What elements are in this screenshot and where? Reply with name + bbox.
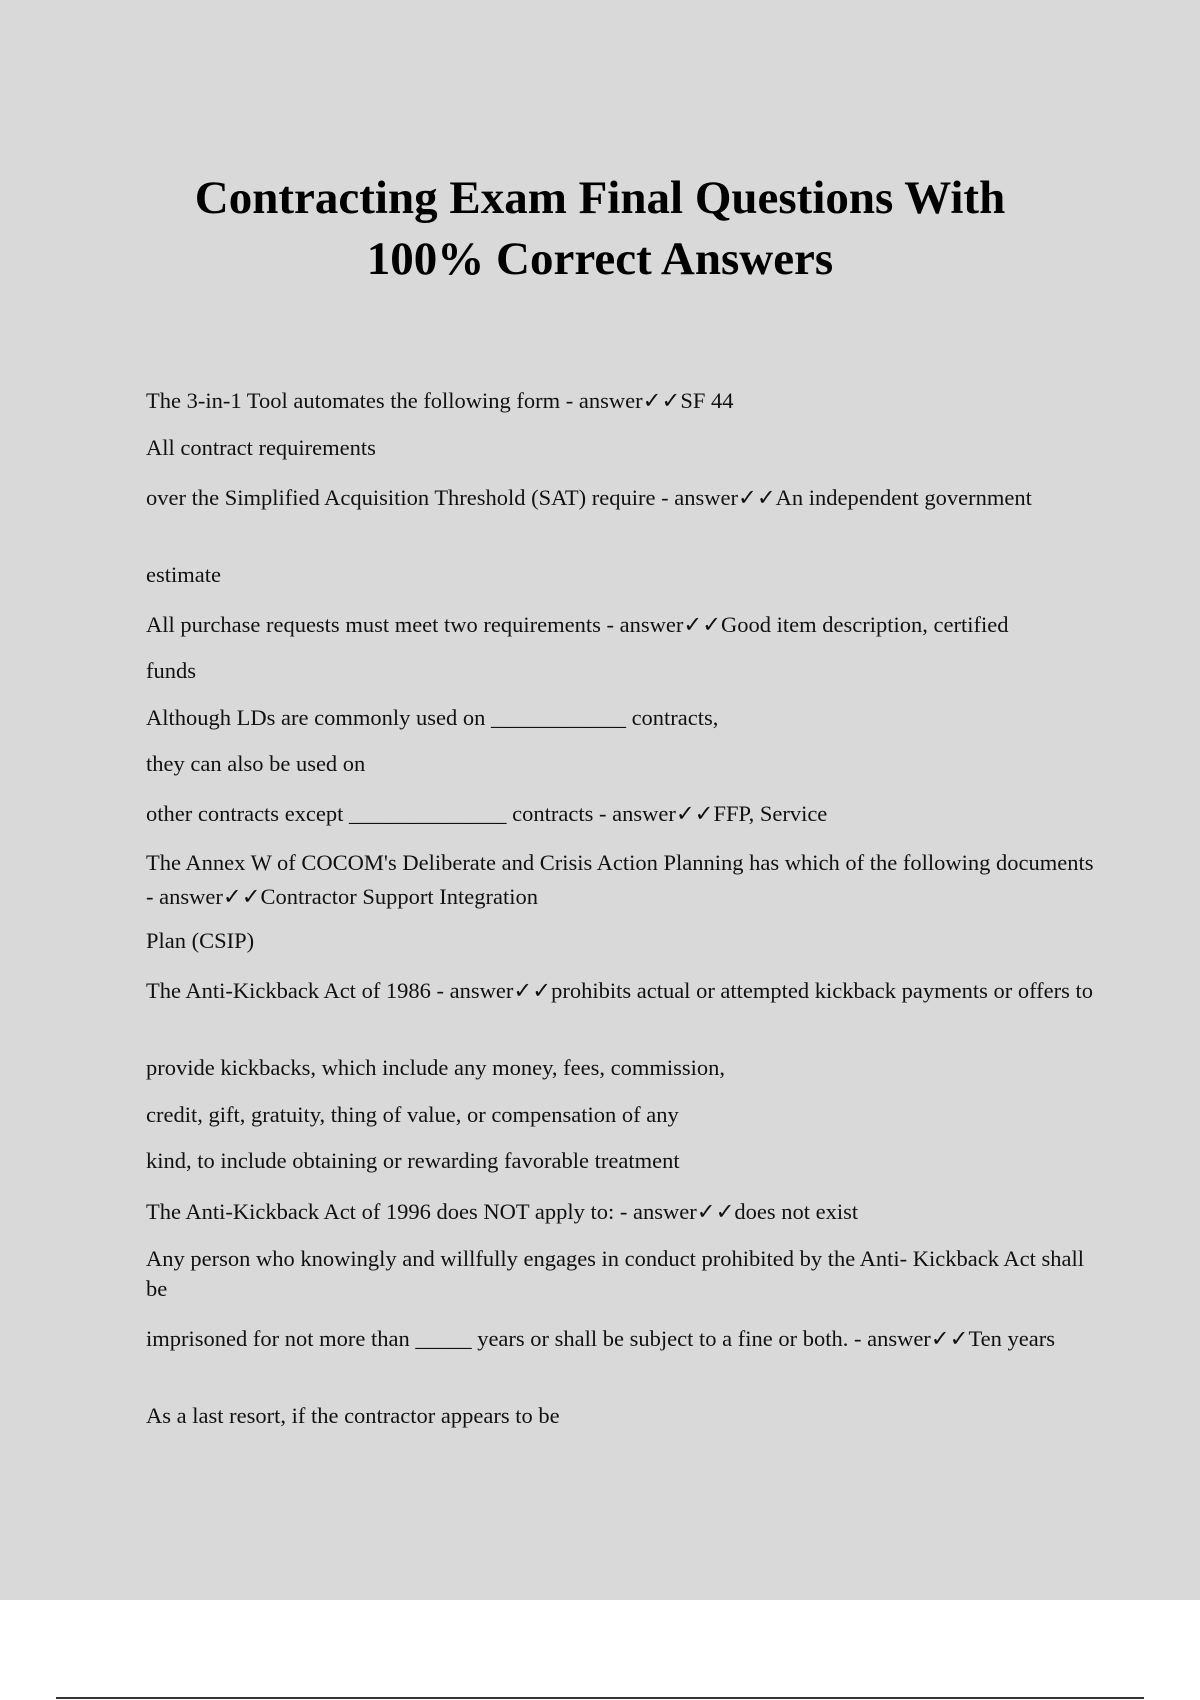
text-line: funds xyxy=(146,658,196,683)
title-line-2: 100% Correct Answers xyxy=(366,233,834,285)
document-title xyxy=(100,168,1100,290)
text-line: imprisoned for not more than _____ years or shall be subject to a fine or both. - answer✓✓Ten years xyxy=(146,1326,1056,1351)
text-line: credit, gift, gratuity, thing of value, or compensation of any xyxy=(146,1102,679,1127)
text-line: The Anti-Kickback Act of 1996 does NOT apply to: - answer✓✓does not exist xyxy=(146,1199,859,1224)
text-line: The Annex W of COCOM's Deliberate and Crisis Action Planning has which of the following documents - answer✓✓Contractor Support Integration xyxy=(146,850,1094,909)
text-line: they can also be used on xyxy=(146,751,366,776)
text-line: provide kickbacks, which include any money, fees, commission, xyxy=(146,1055,726,1080)
text-line: All purchase requests must meet two requirements - answer✓✓Good item description, certified xyxy=(146,612,1009,637)
text-line: Any person who knowingly and willfully engages in conduct prohibited by the Anti- Kickback Act shall be xyxy=(146,1246,1084,1301)
text-line: The 3-in-1 Tool automates the following form - answer✓✓SF 44 xyxy=(146,388,734,413)
text-line: As a last resort, if the contractor appears to be xyxy=(146,1403,560,1428)
text-line: estimate xyxy=(146,562,221,587)
text-line: The Anti-Kickback Act of 1986 - answer✓✓prohibits actual or attempted kickback payments or offers to xyxy=(146,978,1094,1003)
footer-divider xyxy=(56,1697,1144,1699)
text-line: other contracts except ______________ contracts - answer✓✓FFP, Service xyxy=(146,801,828,826)
page-footer xyxy=(0,1600,1200,1700)
text-line: Although LDs are commonly used on ____________ contracts, xyxy=(146,705,719,730)
text-line: All contract requirements xyxy=(146,435,376,460)
text-line: Plan (CSIP) xyxy=(146,928,255,953)
text-line: kind, to include obtaining or rewarding favorable treatment xyxy=(146,1148,680,1173)
title-line-1: Contracting Exam Final Questions With xyxy=(194,172,1006,224)
text-line: over the Simplified Acquisition Threshold (SAT) require - answer✓✓An independent government xyxy=(146,485,1032,510)
